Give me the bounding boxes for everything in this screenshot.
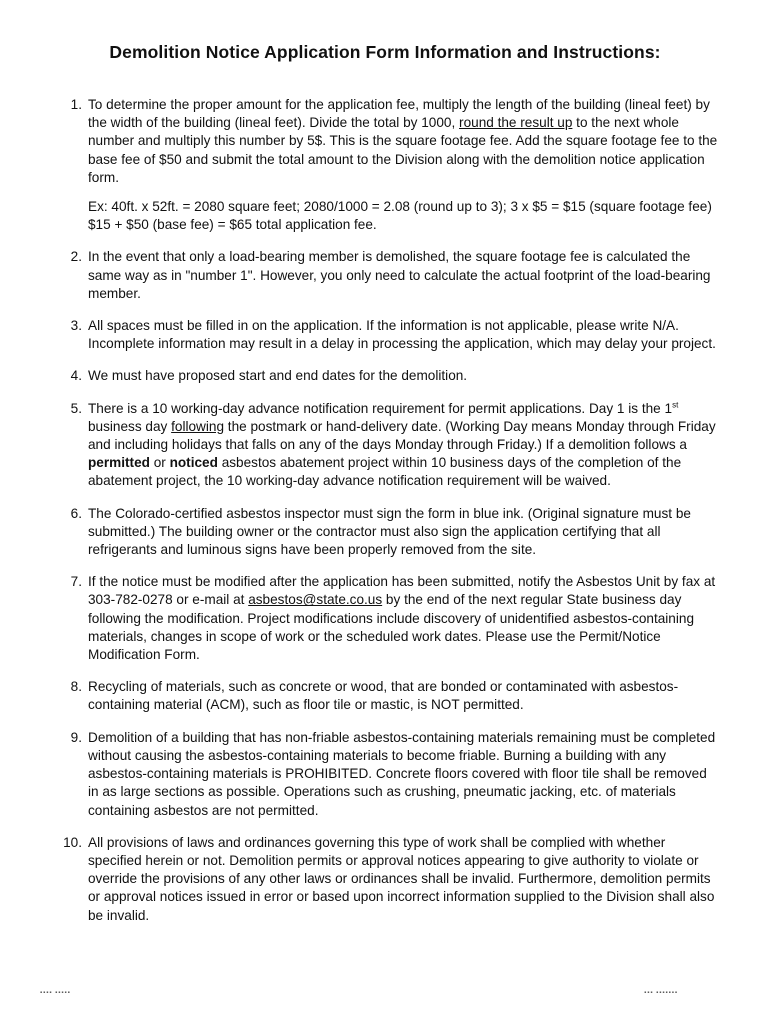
item-text-part: the postmark or hand-delivery date. (Working Day means Monday through Friday and including holidays that falls on any of the days Monday through Friday.) If a demolition follows a bbox=[88, 418, 716, 453]
item-number: 1. bbox=[70, 97, 82, 112]
list-item-10 bbox=[40, 834, 720, 925]
list-item-3 bbox=[40, 317, 720, 353]
item-text-part: or bbox=[149, 455, 170, 471]
item-text-part: to the next whole number and multiply this number by 5$. This is the square footage fee. Add the square footage fee to the base fee of $50 and submit the total amount to the Division along with the demolition notice application form. bbox=[88, 115, 718, 185]
ordinal-suffix: st bbox=[672, 400, 679, 410]
list-item-9 bbox=[40, 729, 720, 820]
item-text bbox=[88, 400, 720, 491]
list-item-2 bbox=[40, 248, 720, 303]
item-text-part: by the end of the next regular State business day following the modification. Project modifications include discovery of unidentified asbestos-containing materials, changes in scope of work or the scheduled work dates. Please use the Permit/Notice Modification Form. bbox=[88, 592, 695, 663]
list-item-4 bbox=[40, 367, 720, 385]
item-text: Demolition of a building that has non-friable asbestos-containing materials remaining must be completed without causing the asbestos-containing materials to become friable. Burning a building with any asbestos-containing materials is PROHIBITED. Concrete floors covered with floor tile shall be removed in as large sections as possible. Operations such as crushing, pneumatic jacking, etc. of materials containing asbestos are not permitted. bbox=[88, 729, 716, 818]
item-text-part: business day bbox=[88, 418, 172, 434]
item-number: 7. bbox=[70, 574, 82, 590]
item-number: 10. bbox=[63, 834, 82, 850]
item-number: 8. bbox=[70, 679, 82, 695]
footer-left-mark: ▪▪▪▪ ▪▪▪▪▪ bbox=[40, 990, 71, 996]
list-item-6 bbox=[40, 505, 720, 560]
list-item-8 bbox=[40, 678, 720, 714]
item-number: 4. bbox=[70, 368, 82, 384]
item-text: All spaces must be filled in on the application. If the information is not applicable, please write N/A. Incomplete information may result in a delay in processing the application, which may delay your project. bbox=[88, 318, 716, 352]
item-number: 6. bbox=[70, 505, 82, 521]
fee-example: Ex: 40ft. x 52ft. = 2080 square feet; 2080/1000 = 2.08 (round up to 3); 3 x $5 = $15 (square footage fee) $15 + $50 (base fee) = $65 total application fee. bbox=[88, 199, 712, 233]
underlined-text: round the result up bbox=[459, 115, 573, 131]
underlined-text: following bbox=[171, 418, 225, 434]
item-text: Recycling of materials, such as concrete or wood, that are bonded or contaminated with asbestos-containing material (ACM), such as floor tile or mastic, is NOT permitted. bbox=[88, 679, 679, 713]
bold-text: permitted bbox=[88, 455, 150, 471]
item-text: We must have proposed start and end dates for the demolition. bbox=[88, 368, 468, 384]
email-link[interactable]: asbestos@state.co.us bbox=[248, 592, 383, 608]
item-number: 2. bbox=[70, 249, 82, 265]
item-text: All provisions of laws and ordinances governing this type of work shall be complied with whether specified herein or not. Demolition permits or approval notices appearing to give authority to violate or override the provisions of any other laws or ordinances shall be invalid. Furthermore, demolition permits or approval notices issued in error or based upon incorrect information supplied to the Division shall also be invalid. bbox=[88, 834, 715, 923]
item-text-part: If the notice must be modified after the application has been submitted, notify the Asbestos Unit by fax at 303-782-0278 or e-mail at bbox=[88, 574, 716, 608]
item-text-part: asbestos abatement project within 10 business days of the completion of the abatement project, the 10 working-day advance notification requirement will be waived. bbox=[88, 455, 682, 489]
item-number: 9. bbox=[70, 729, 82, 745]
item-number: 3. bbox=[70, 318, 82, 334]
item-text-part: There is a 10 working-day advance notification requirement for permit applications. Day 1 is the 1 bbox=[88, 400, 673, 416]
item-number: 5. bbox=[70, 400, 82, 416]
footer-right-mark: ▪▪▪ ▪▪▪▪▪▪▪ bbox=[644, 990, 678, 996]
item-text: The Colorado-certified asbestos inspector must sign the form in blue ink. (Original signature must be submitted.) The building owner or the contractor must also sign the application certifying that all refrigerants and luminous signs have been properly removed from the site. bbox=[88, 505, 691, 558]
list-item-1 bbox=[40, 96, 720, 234]
page-title: Demolition Notice Application Form Information and Instructions: bbox=[109, 42, 661, 62]
bold-text: noticed bbox=[169, 455, 218, 471]
item-text bbox=[88, 96, 720, 187]
list-item-7 bbox=[40, 573, 720, 664]
instruction-list bbox=[40, 96, 720, 939]
list-item-5 bbox=[40, 400, 720, 491]
item-text bbox=[88, 573, 720, 664]
item-text: In the event that only a load-bearing member is demolished, the square footage fee is calculated the same way as in "number 1". However, you only need to calculate the actual footprint of the load-bearing member. bbox=[88, 249, 711, 301]
item-text-part: To determine the proper amount for the application fee, multiply the length of the building (lineal feet) by the width of the building (lineal feet). Divide the total by 1000, bbox=[88, 97, 710, 131]
